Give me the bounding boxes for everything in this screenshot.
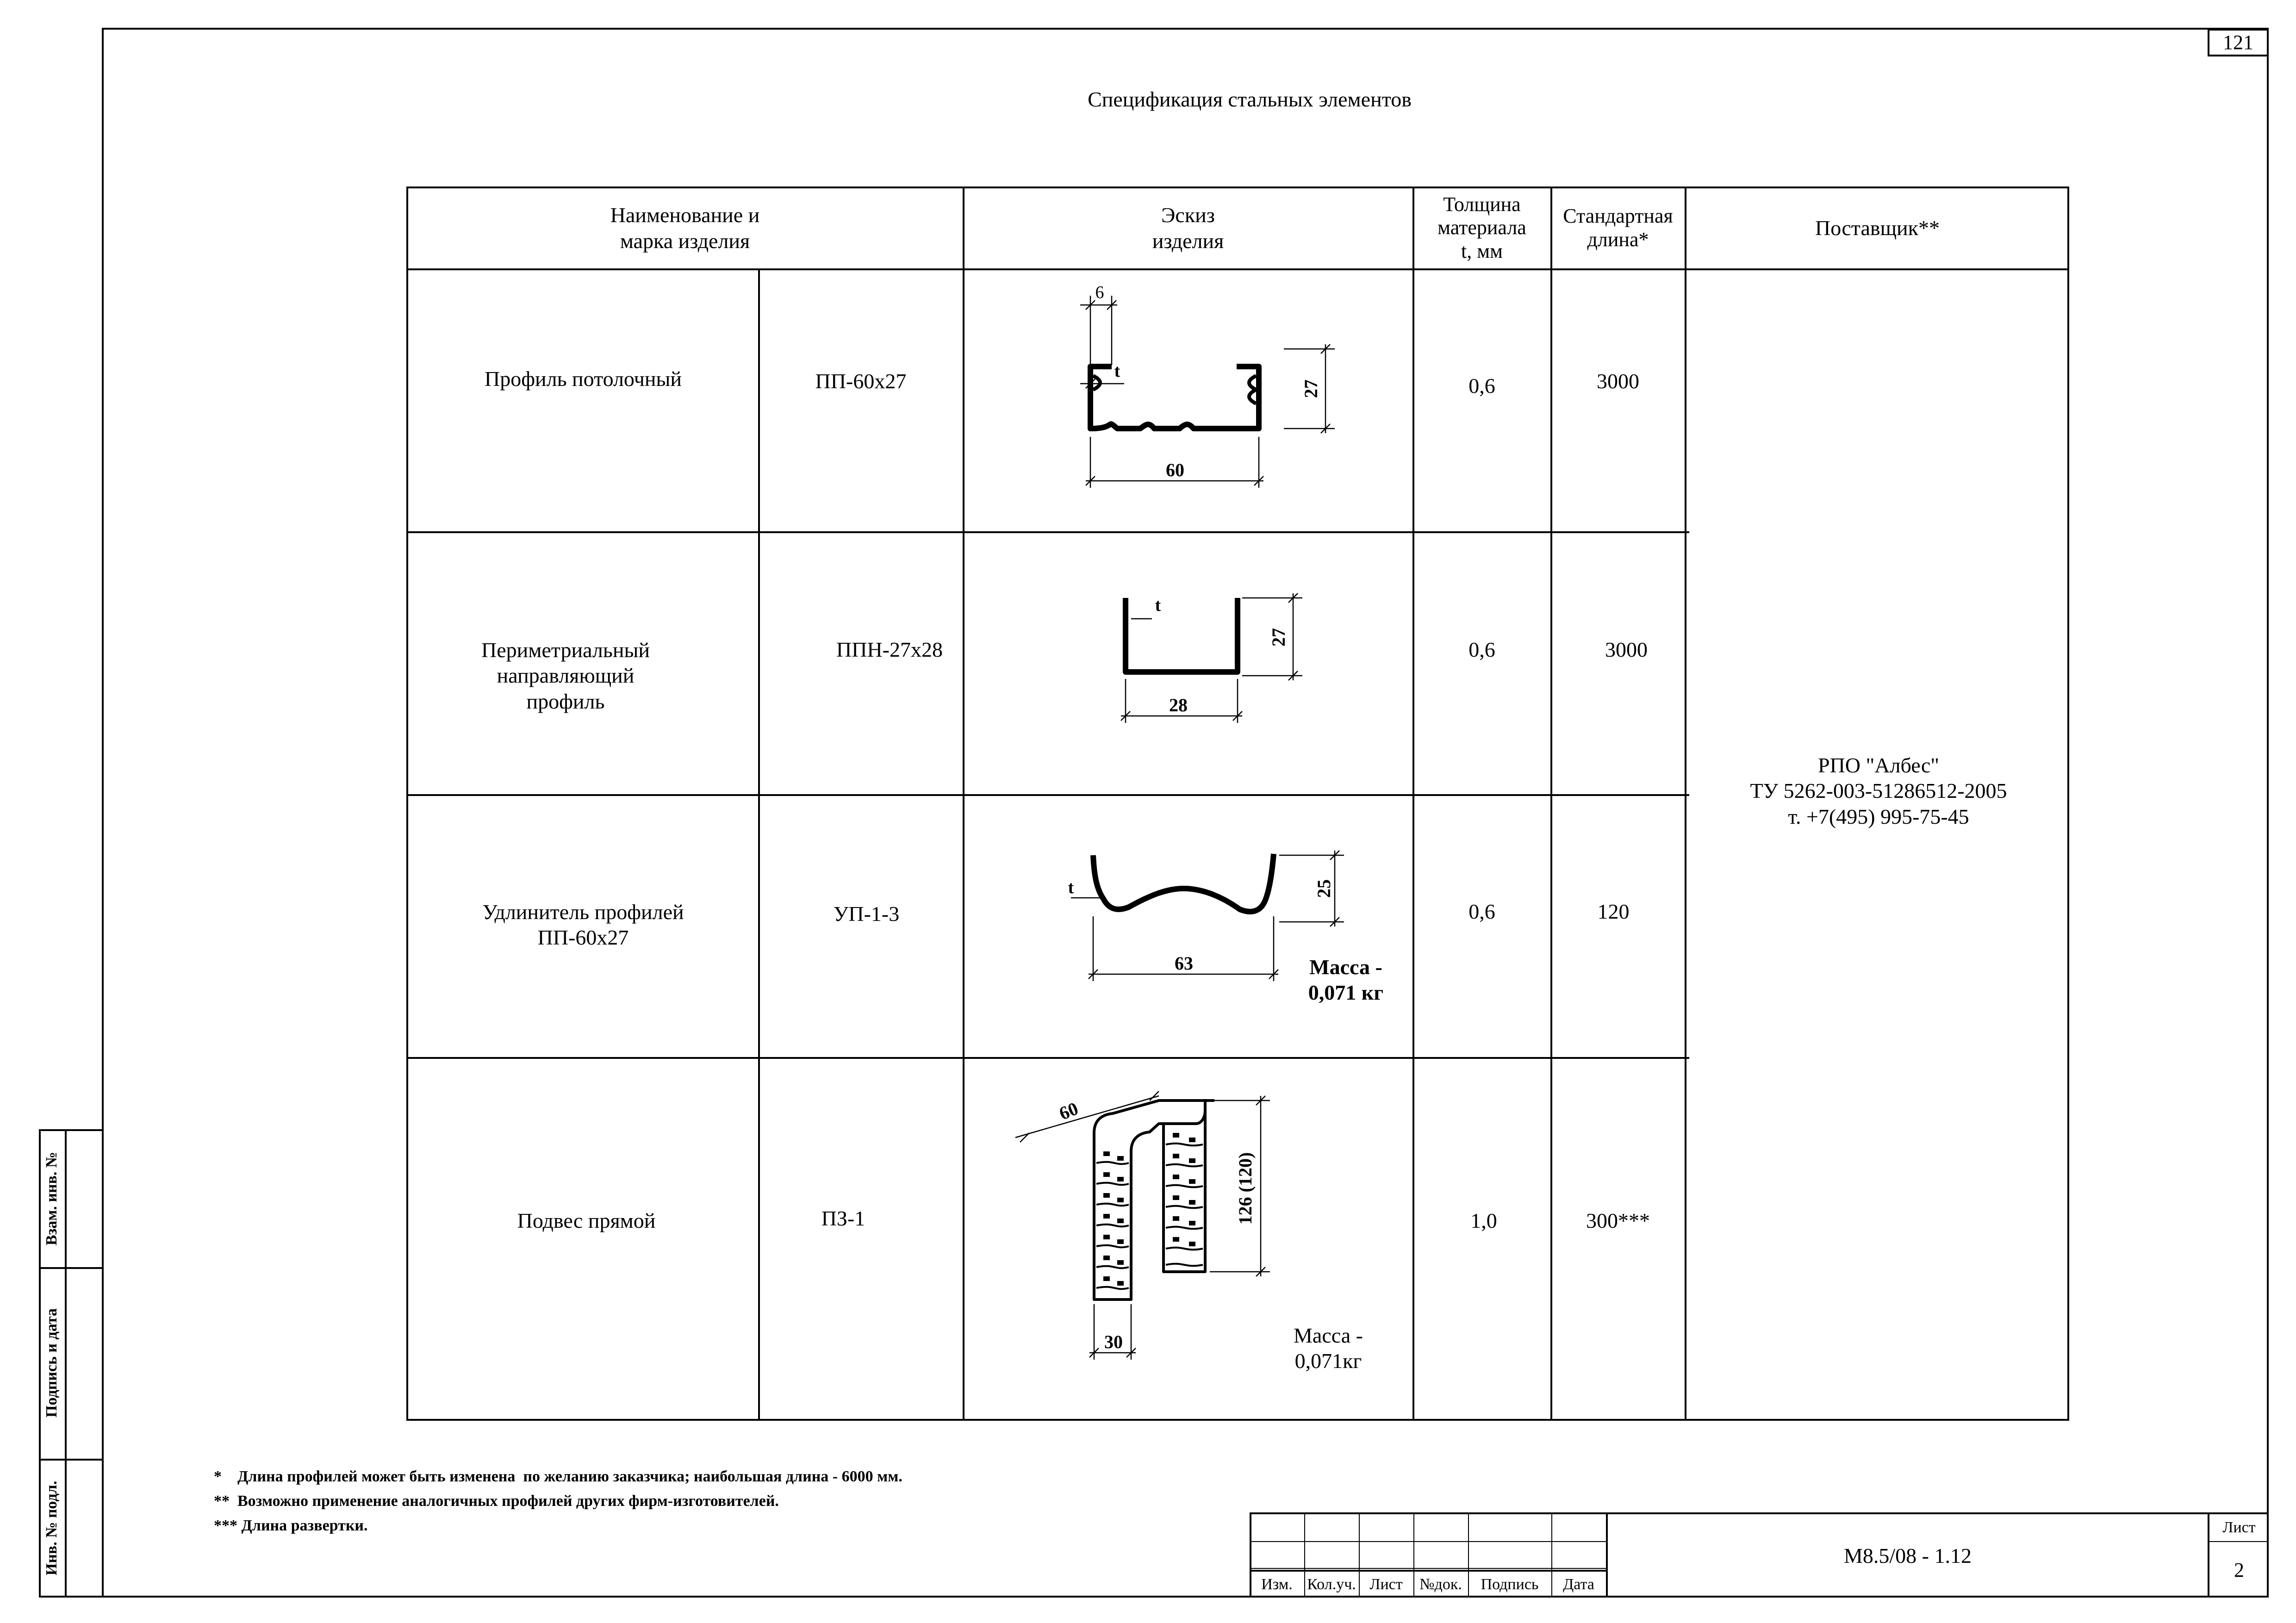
sketch-pp-profile xyxy=(964,270,1412,531)
pz-dim-width: 30 xyxy=(1104,1331,1123,1352)
header-thickness: Толщина материала t, мм xyxy=(1437,193,1526,262)
row-1-thickness: 0,6 xyxy=(1468,374,1495,398)
document-designation: М8.5/08 - 1.12 xyxy=(1844,1544,1972,1568)
up-dim-t: t xyxy=(1068,878,1074,897)
row-3-name: Удлинитель профилей ПП-60х27 xyxy=(482,900,684,949)
supplier-info: РПО "Албес" ТУ 5262-003-51286512-2005 т. +7(495) 995-75-45 xyxy=(1750,753,2007,828)
side-stamp-inv: Инв. № подл. xyxy=(43,1480,60,1576)
tb-col-ndok: №док. xyxy=(1419,1576,1462,1593)
tb-col-list: Лист xyxy=(1369,1576,1403,1593)
pp-dim-t: t xyxy=(1114,361,1120,381)
row-2-thickness: 0,6 xyxy=(1468,638,1495,662)
tb-col-data: Дата xyxy=(1563,1576,1594,1593)
row-2-length: 3000 xyxy=(1605,638,1648,662)
footnote-3: *** Длина развертки. xyxy=(214,1517,368,1534)
page-title: Спецификация стальных элементов xyxy=(1088,87,1412,112)
ppn-dim-t: t xyxy=(1155,596,1161,615)
tb-col-koluch: Кол.уч. xyxy=(1307,1576,1356,1593)
footnote-1: * Длина профилей может быть изменена по желанию заказчика; наибольшая длина - 6000 мм. xyxy=(214,1468,902,1485)
up-dim-width: 63 xyxy=(1175,953,1193,974)
row-1-name: Профиль потолочный xyxy=(484,367,682,391)
pz-mass: Масса - 0,071кг xyxy=(1294,1324,1363,1373)
row-2-mark: ППН-27х28 xyxy=(836,638,943,662)
up-dim-height: 25 xyxy=(1313,879,1334,898)
header-sketch: Эскиз изделия xyxy=(1152,203,1224,253)
row-1-mark: ПП-60х27 xyxy=(815,369,907,393)
header-length: Стандартная длина* xyxy=(1563,204,1673,251)
footnote-2: ** Возможно применение аналогичных профилей других фирм-изготовителей. xyxy=(214,1492,779,1510)
top-sheet-number: 121 xyxy=(2223,31,2253,54)
ppn-dim-height: 27 xyxy=(1268,628,1289,647)
tb-row-1 xyxy=(1250,1541,1606,1542)
pp-dim-height: 27 xyxy=(1300,379,1321,398)
up-mass: Масса - 0,071 кг xyxy=(1308,955,1384,1005)
header-name: Наименование и марка изделия xyxy=(610,203,760,253)
ppn-dim-width: 28 xyxy=(1169,695,1188,715)
header-supplier: Поставщик** xyxy=(1815,216,1940,240)
tb-col-izm: Изм. xyxy=(1261,1576,1293,1593)
tb-row-2 xyxy=(1250,1568,1606,1569)
pz-dim-height: 126 (120) xyxy=(1235,1152,1256,1225)
pz-dim-depth: 60 xyxy=(1056,1098,1081,1124)
row-2-name: Периметриальный направляющий профиль xyxy=(481,638,650,713)
pp-dim-width: 60 xyxy=(1166,460,1184,480)
side-stamp-col xyxy=(65,1129,67,1598)
row-4-length: 300*** xyxy=(1586,1209,1650,1233)
row-4-mark: ПЗ-1 xyxy=(821,1206,865,1231)
side-stamp-podpis: Подпись и дата xyxy=(43,1308,60,1418)
sheet-label: Лист xyxy=(2222,1519,2256,1536)
row-3-thickness: 0,6 xyxy=(1468,900,1495,924)
sheet-number: 2 xyxy=(2234,1558,2244,1581)
row-4-thickness: 1,0 xyxy=(1470,1209,1497,1233)
row-4-name: Подвес прямой xyxy=(517,1209,656,1233)
sketch-up-connector xyxy=(964,796,1412,1057)
row-3-length: 120 xyxy=(1597,900,1630,924)
row-3-mark: УП-1-3 xyxy=(833,902,900,926)
tb-col-podpis: Подпись xyxy=(1481,1576,1539,1593)
row-1-length: 3000 xyxy=(1597,369,1639,393)
side-stamp-vzam: Взам. инв. № xyxy=(43,1151,60,1246)
sketch-ppn-profile xyxy=(964,533,1412,794)
sheet-label-line xyxy=(2208,1541,2269,1542)
pp-dim-flange: 6 xyxy=(1095,283,1104,302)
